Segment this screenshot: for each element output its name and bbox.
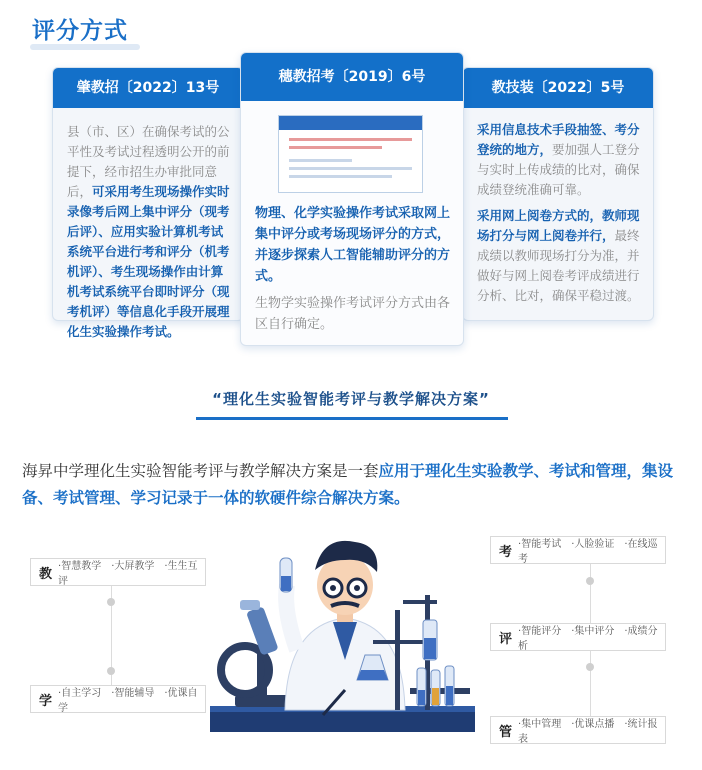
tag-items: ·自主学习 ·智能辅导 ·优课自学 — [58, 688, 198, 714]
card-text: 要加强人工登分与实时上传成绩的比对，确保成绩登统准确可靠。 — [477, 142, 640, 197]
tag-key: 管 — [499, 724, 513, 740]
scientist-lab-illustration — [205, 530, 485, 740]
subtitle-underline — [196, 417, 508, 420]
solution-subtitle: “理化生实验智能考评与教学解决方案” — [212, 390, 490, 408]
card-body — [255, 203, 451, 341]
tag-key: 考 — [499, 544, 513, 560]
card-highlight-text: 采用网上阅卷方式的，教师现场打分与网上阅卷并行， — [477, 208, 640, 243]
card-highlight-text: 物理、化学实验操作考试采取网上集中评分或考场现场评分的方式，并逐步探索人工智能辅助评分的方式。 — [255, 206, 451, 284]
policy-card-zhaoqing — [52, 67, 244, 339]
intro-paragraph — [22, 458, 688, 512]
document-screenshot-image — [278, 115, 423, 193]
card-text: 生物学实验操作考试评分方式由各区自行确定。 — [255, 296, 451, 332]
connector-dot — [107, 667, 115, 675]
tag-learn — [30, 685, 206, 713]
card-header: 教技装〔2022〕5号 — [463, 68, 653, 108]
connector-dot — [586, 663, 594, 671]
connector-dot — [586, 577, 594, 585]
card-text: 县（市、区）在确保考试的公平性及考试过程透明公开的前提下，经市招生办审批同意后， — [67, 124, 230, 199]
card-text: 最终成绩以教师现场打分为准，并做好与网上阅卷考评成绩进行分析、比对，确保平稳过渡。 — [477, 228, 640, 303]
card-highlight-text: 采用信息技术手段抽签、考分登统的地方， — [477, 122, 640, 157]
intro-text: 海昇中学理化生实验智能考评与教学解决方案是一套 — [22, 462, 379, 480]
card-body — [477, 120, 641, 312]
tag-exam — [490, 536, 666, 564]
card-body — [67, 122, 231, 348]
title-underline — [30, 44, 140, 50]
tag-key: 学 — [39, 693, 53, 709]
tag-key: 评 — [499, 631, 513, 647]
tag-items: ·集中管理 ·优课点播 ·统计报表 — [518, 719, 658, 745]
tag-items: ·智能评分 ·集中评分 ·成绩分析 — [518, 626, 658, 652]
tag-key: 教 — [39, 566, 53, 582]
card-highlight-text: 可采用考生现场操作实时录像考后网上集中评分（现考后评）、应用实验计算机考试系统平台进行考和评分（机考机评）、考生现场操作由计算机考试系统平台即时评分（现考机评）等信息化手段开展理化生实验操作考试。 — [67, 184, 230, 339]
tag-items: ·智能考试 ·人脸验证 ·在线巡考 — [518, 539, 658, 565]
card-header: 肇教招〔2022〕13号 — [53, 68, 243, 108]
tag-items: ·智慧教学 ·大屏教学 ·生生互评 — [58, 561, 198, 587]
connector-dot — [107, 598, 115, 606]
card-header: 穗教招考〔2019〕6号 — [241, 53, 463, 101]
section-title: 评分方式 — [32, 18, 128, 44]
policy-card-guangzhou — [240, 52, 464, 346]
tag-manage — [490, 716, 666, 744]
intro-highlight-text: 应用于理化生实验教学、考试和管理，集设备、考试管理、学习记录于一体的软硬件综合解决方案。 — [22, 462, 674, 507]
tag-teach — [30, 558, 206, 586]
policy-card-ministry — [462, 67, 654, 321]
tag-evaluate — [490, 623, 666, 651]
